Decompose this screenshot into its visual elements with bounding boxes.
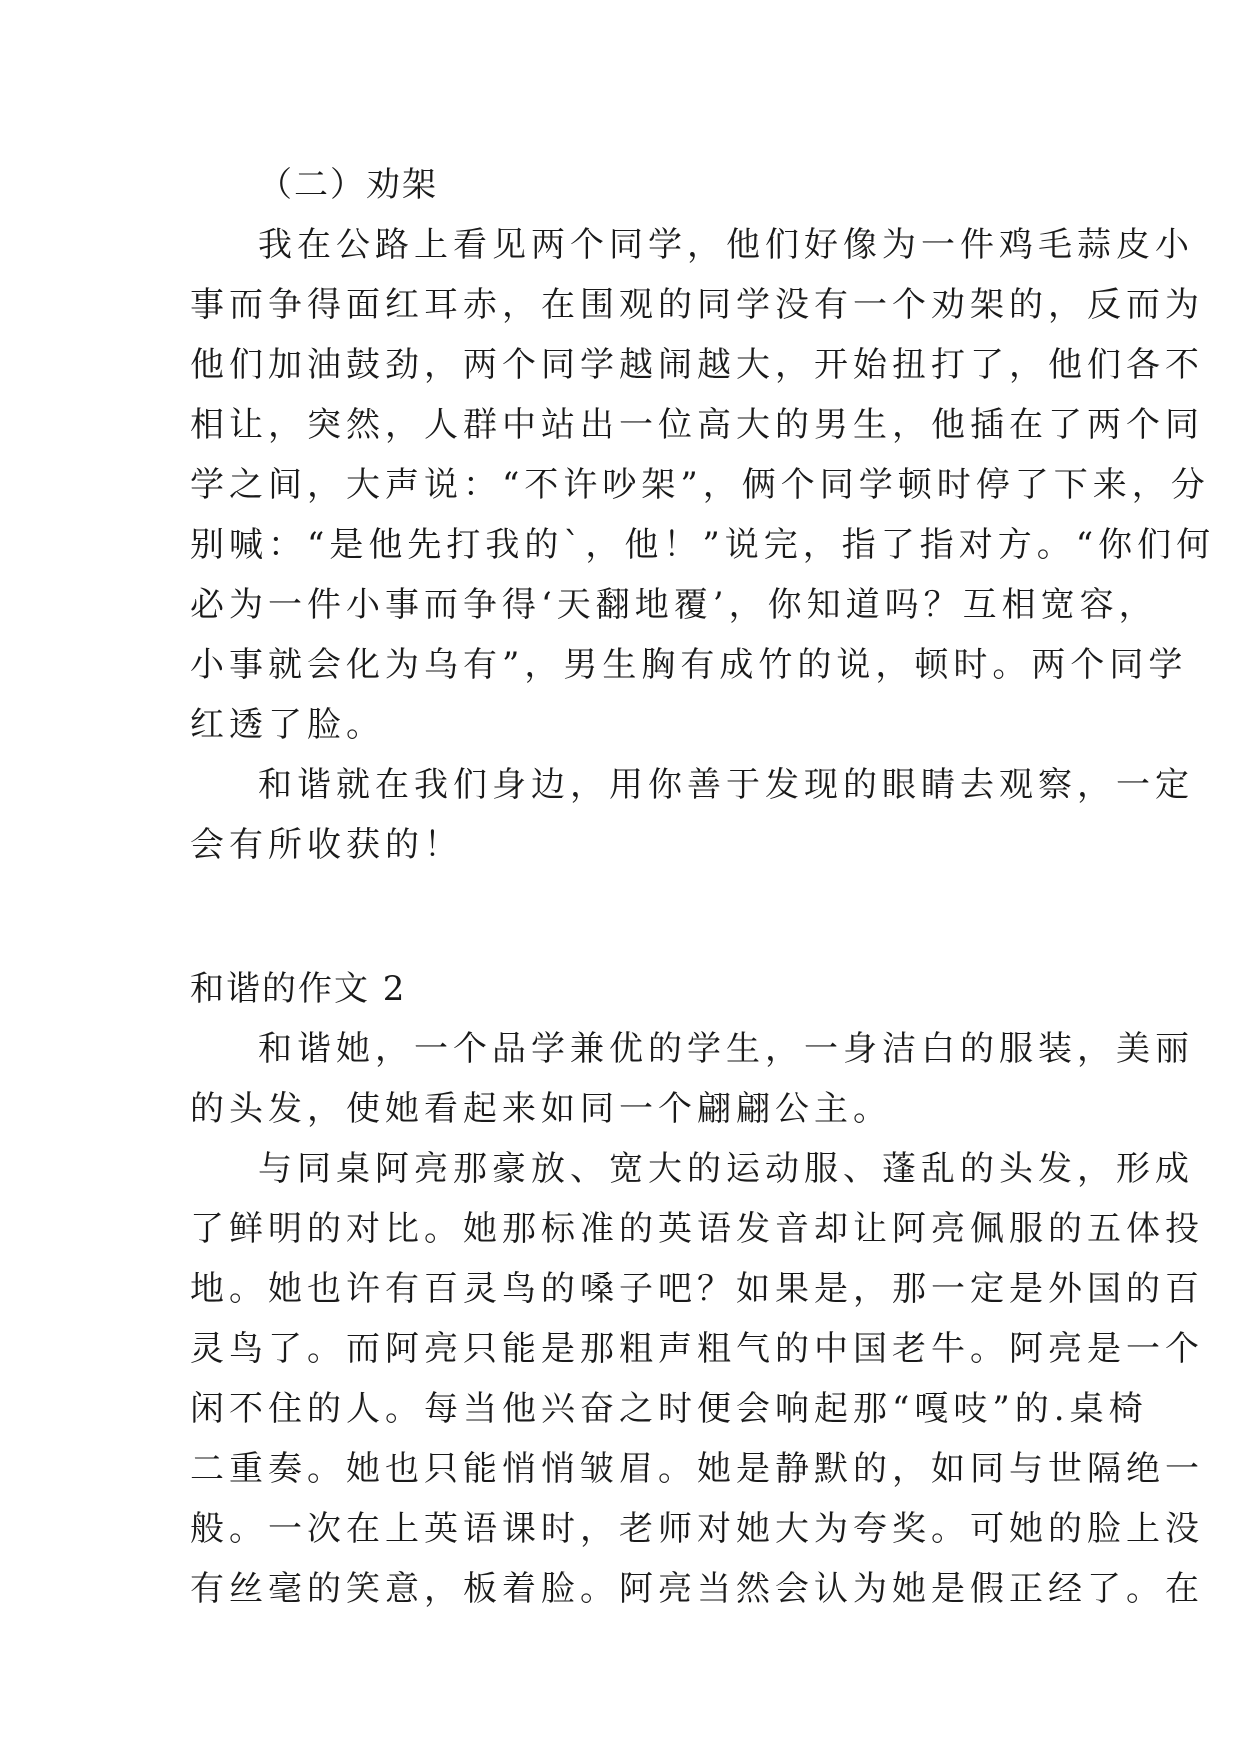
section-spacer <box>190 875 1050 959</box>
text-line: 他们加油鼓劲，两个同学越闹越大，开始扭打了，他们各不 <box>190 345 1204 385</box>
paragraph-intro <box>190 1019 1194 1139</box>
text-line: 有丝毫的笑意，板着脸。阿亮当然会认为她是假正经了。在 <box>190 1569 1204 1609</box>
text-line: 我在公路上看见两个同学，他们好像为一件鸡毛蒜皮小 <box>258 225 1194 265</box>
paragraph-contrast <box>190 1139 1204 1619</box>
document-page <box>190 155 1216 1619</box>
text-line: 事而争得面红耳赤，在围观的同学没有一个劝架的，反而为 <box>190 285 1204 325</box>
text-line: 地。她也许有百灵鸟的嗓子吧？如果是，那一定是外国的百 <box>190 1269 1204 1309</box>
text-line: 的头发，使她看起来如同一个翩翩公主。 <box>190 1089 892 1129</box>
text-line: 红透了脸。 <box>190 705 385 745</box>
text-line: 会有所收获的！ <box>190 825 463 865</box>
text-line: 别喊：“是他先打我的`，他！”说完，指了指对方。“你们何 <box>190 525 1216 565</box>
paragraph-quarrel-story <box>190 215 1216 755</box>
text-line: 学之间，大声说：“不许吵架”，俩个同学顿时停了下来，分 <box>190 465 1210 505</box>
text-line: 相让，突然，人群中站出一位高大的男生，他插在了两个同 <box>190 405 1204 445</box>
paragraph-conclusion <box>190 755 1194 875</box>
section-heading: （二）劝架 <box>258 165 438 205</box>
text-line: 闲不住的人。每当他兴奋之时便会响起那“嘎吱”的.桌椅 <box>190 1389 1148 1429</box>
text-line: 和谐她，一个品学兼优的学生，一身洁白的服装，美丽 <box>258 1029 1194 1069</box>
text-line: 必为一件小事而争得‘天翻地覆’，你知道吗？互相宽容， <box>190 585 1158 625</box>
text-line: 灵鸟了。而阿亮只能是那粗声粗气的中国老牛。阿亮是一个 <box>190 1329 1204 1369</box>
text-line: 和谐就在我们身边，用你善于发现的眼睛去观察，一定 <box>258 765 1194 805</box>
text-line: 小事就会化为乌有”，男生胸有成竹的说，顿时。两个同学 <box>190 645 1188 685</box>
text-line: 般。一次在上英语课时，老师对她大为夸奖。可她的脸上没 <box>190 1509 1204 1549</box>
text-line: 了鲜明的对比。她那标准的英语发音却让阿亮佩服的五体投 <box>190 1209 1204 1249</box>
essay-title: 和谐的作文 2 <box>190 969 407 1009</box>
text-line: 与同桌阿亮那豪放、宽大的运动服、蓬乱的头发，形成 <box>258 1149 1194 1189</box>
text-line: 二重奏。她也只能悄悄皱眉。她是静默的，如同与世隔绝一 <box>190 1449 1204 1489</box>
